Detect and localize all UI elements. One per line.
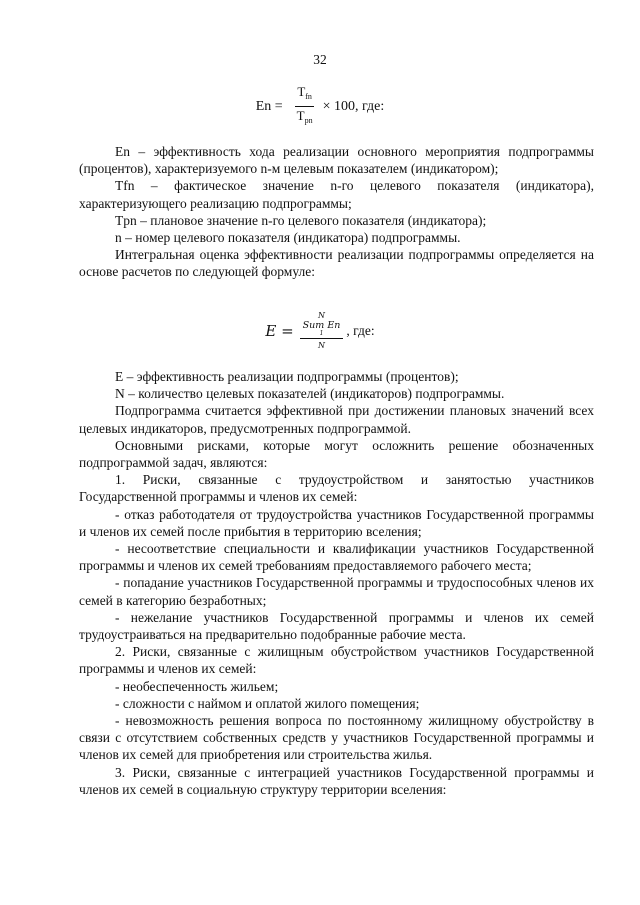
- definitions-block: [79, 143, 594, 281]
- integral-formula: [0, 312, 640, 350]
- formula-lhs: En =: [255, 98, 283, 114]
- integral-intro: Интегральная оценка эффективности реализации подпрограммы определяется на основе расчетов по следующей формуле:: [79, 247, 594, 280]
- page-number: 32: [313, 52, 327, 67]
- body-text: [79, 368, 594, 798]
- risk-heading-1: 1. Риски, связанные с трудоустройством и занятостью участников Государственной программы и членов их семей:: [79, 472, 594, 505]
- paragraph: Основными рисками, которые могут осложнить решение обозначенных подпрограммой задач, являются:: [79, 437, 594, 471]
- denominator-symbol: T: [296, 108, 305, 123]
- sum-upper-limit: N: [318, 311, 326, 320]
- formula-denominator: [295, 107, 315, 129]
- formula-fraction: [295, 84, 315, 129]
- list-item: - отказ работодателя от трудоустройства участников Государственной программы и членов их семей после прибытия в территорию вселения;: [79, 506, 594, 539]
- list-item: - нежелание участников Государственной программы и членов их семей трудоустраиваться на предварительно подобранные рабочие места.: [79, 609, 594, 643]
- definition-en: En – эффективность хода реализации основного мероприятия подпрограммы (процентов), характеризуемого n-м целевым показателем (индикатором);: [79, 144, 594, 177]
- formula-numerator: [295, 84, 314, 107]
- efficiency-formula: [0, 84, 640, 129]
- risk-heading-3: 3. Риски, связанные с интеграцией участников Государственной программы и членов их семей в социальную структуру территории вселения:: [79, 764, 594, 797]
- list-item: - несоответствие специальности и квалификации участников Государственной программы и членов их семей требованиям предоставляемого рабочего места;: [79, 541, 594, 574]
- sum-expression: Sum En: [302, 319, 341, 331]
- integral-fraction: [300, 312, 344, 350]
- risk-heading-2: 2. Риски, связанные с жилищным обустройством участников Государственной программы и членов их семей:: [79, 644, 594, 677]
- integral-numerator: [300, 312, 344, 339]
- integral-lhs: E =: [265, 321, 294, 340]
- integral-tail: , где:: [346, 322, 375, 338]
- list-item: - невозможность решения вопроса по постоянному жилищному обустройству в связи с отсутствием собственных средств у участников Государственной программы и членов их семей для приобретения или строительства жилья.: [79, 713, 594, 763]
- paragraph: Подпрограмма считается эффективной при достижении плановых значений всех целевых индикаторов, предусмотренных подпрограммой.: [79, 403, 594, 436]
- numerator-symbol: T: [297, 84, 306, 99]
- definition-tfn: Tfn – фактическое значение n-го целевого показателя (индикатора), характеризующего реализацию подпрограммы;: [79, 178, 594, 211]
- list-item: - сложности с наймом и оплатой жилого помещения;: [115, 695, 420, 711]
- list-item: - необеспеченность жильем;: [115, 678, 279, 694]
- sum-lower-limit: 1: [319, 329, 324, 337]
- list-item: - попадание участников Государственной программы и трудоспособных членов их семей в категорию безработных;: [79, 575, 594, 608]
- integral-denominator: N: [318, 340, 326, 350]
- definition-tpn: Tpn – плановое значение n-го целевого показателя (индикатора);: [115, 212, 487, 228]
- definition-n: n – номер целевого показателя (индикатора) подпрограммы.: [115, 230, 461, 246]
- formula-tail: × 100, где:: [322, 98, 385, 114]
- denominator-subscript: pn: [304, 116, 313, 125]
- numerator-subscript: fn: [305, 92, 312, 101]
- paragraph: E – эффективность реализации подпрограммы (процентов);: [115, 369, 459, 384]
- paragraph: N – количество целевых показателей (индикаторов) подпрограммы.: [115, 386, 505, 402]
